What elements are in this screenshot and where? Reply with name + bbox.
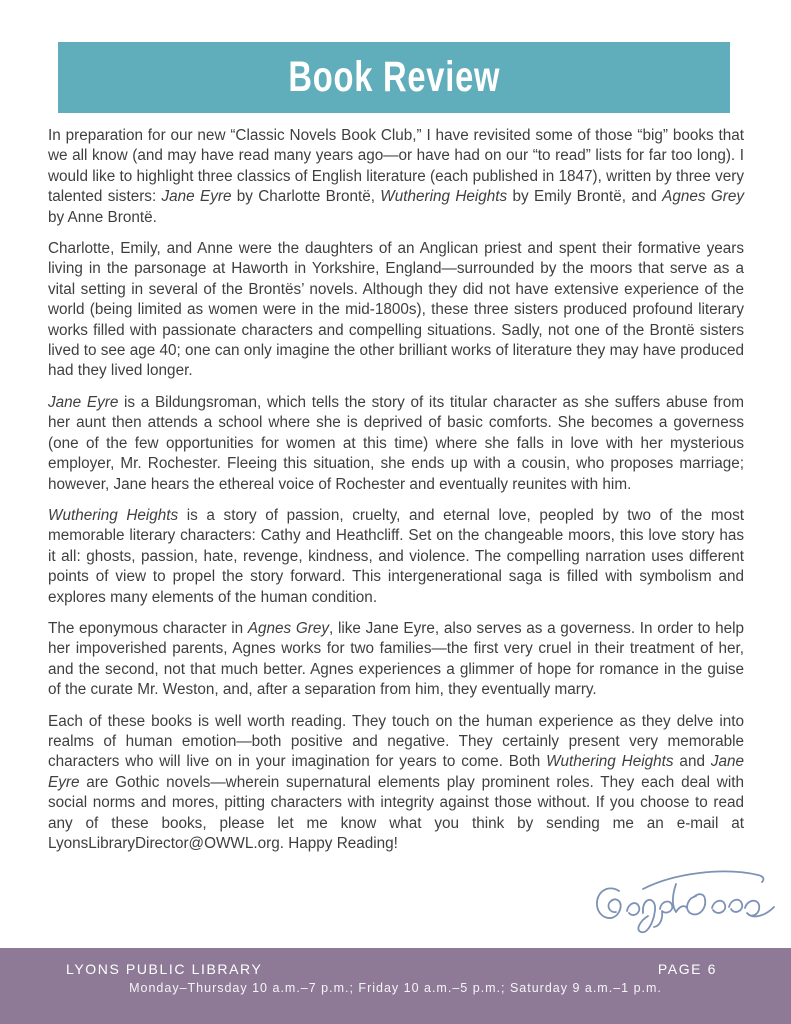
page-footer xyxy=(0,948,791,1024)
paragraph: Wuthering Heights is a story of passion, cruelty, and eternal love, peopled by two of the most memorable literary characters: Cathy and Heathcliff. Set on the changeable moors, this love story has it all: ghosts, passion, hate, revenge, kindness, and violence. The compelling narration uses different points of view to propel the story forward. This intergenerational saga is filled with symbolism and explores many elements of the human condition. xyxy=(48,506,744,606)
library-hours: Monday–Thursday 10 a.m.–7 p.m.; Friday 10 a.m.–5 p.m.; Saturday 9 a.m.–1 p.m. xyxy=(129,981,662,995)
library-name: LYONS PUBLIC LIBRARY xyxy=(66,961,263,977)
title-banner xyxy=(58,42,730,113)
page-number: PAGE 6 xyxy=(657,961,717,977)
paragraph: The eponymous character in Agnes Grey, like Jane Eyre, also serves as a governess. In order to help her impoverished parents, Agnes works for two families—the first very cruel in their treatment of her, and the second, not that much better. Agnes experiences a glimmer of hope for romance in the guise of the curate Mr. Weston, and, after a separation from him, they eventually marry. xyxy=(48,619,744,699)
paragraph: Jane Eyre is a Bildungsroman, which tells the story of its titular character as she suffers abuse from her aunt then attends a school where she is deprived of basic comforts. She becomes a governess (one of the few opportunities for women at this time) where she falls in love with her mysterious employer, Mr. Rochester. Fleeing this situation, she ends up with a cousin, who proposes marriage; however, Jane hears the ethereal voice of Rochester and eventually reunites with him. xyxy=(48,393,744,493)
paragraph: Charlotte, Emily, and Anne were the daughters of an Anglican priest and spent their formative years living in the parsonage at Haworth in Yorkshire, England—surrounded by the moors that serve as a vital setting in several of the Brontës’ novels. Although they did not have extensive experience of the world (being limited as women were in the mid-1800s), these three sisters produced profound literary works filled with passionate characters and compelling situations. Sadly, not one of the Brontë sisters lived to see age 40; one can only imagine the other brilliant works of literature they may have produced had they lived longer. xyxy=(48,240,744,380)
article-body xyxy=(48,126,744,865)
signature-image xyxy=(586,866,778,940)
footer-top-row xyxy=(0,948,791,977)
page-title: Book Review xyxy=(288,53,500,101)
paragraph: Each of these books is well worth reading. They touch on the human experience as they delve into realms of human emotion—both positive and negative. They certainly present very memorable characters who will live on in your imagination for years to come. Both Wuthering Heights and Jane Eyre are Gothic novels—wherein supernatural elements play prominent roles. They each deal with social norms and mores, pitting characters with integrity against those without. If you choose to read any of these books, please let me know what you think by sending me an e-mail at LyonsLibraryDirector@OWWL.org. Happy Reading! xyxy=(48,712,745,852)
paragraph: In preparation for our new “Classic Novels Book Club,” I have revisited some of those “big” books that we all know (and may have read many years ago—or have had on our “to read” lists for far too long). I would like to highlight three classics of English literature (each published in 1847), written by three very talented sisters: Jane Eyre by Charlotte Brontë, Wuthering Heights by Emily Brontë, and Agnes Grey by Anne Brontë. xyxy=(48,127,744,226)
